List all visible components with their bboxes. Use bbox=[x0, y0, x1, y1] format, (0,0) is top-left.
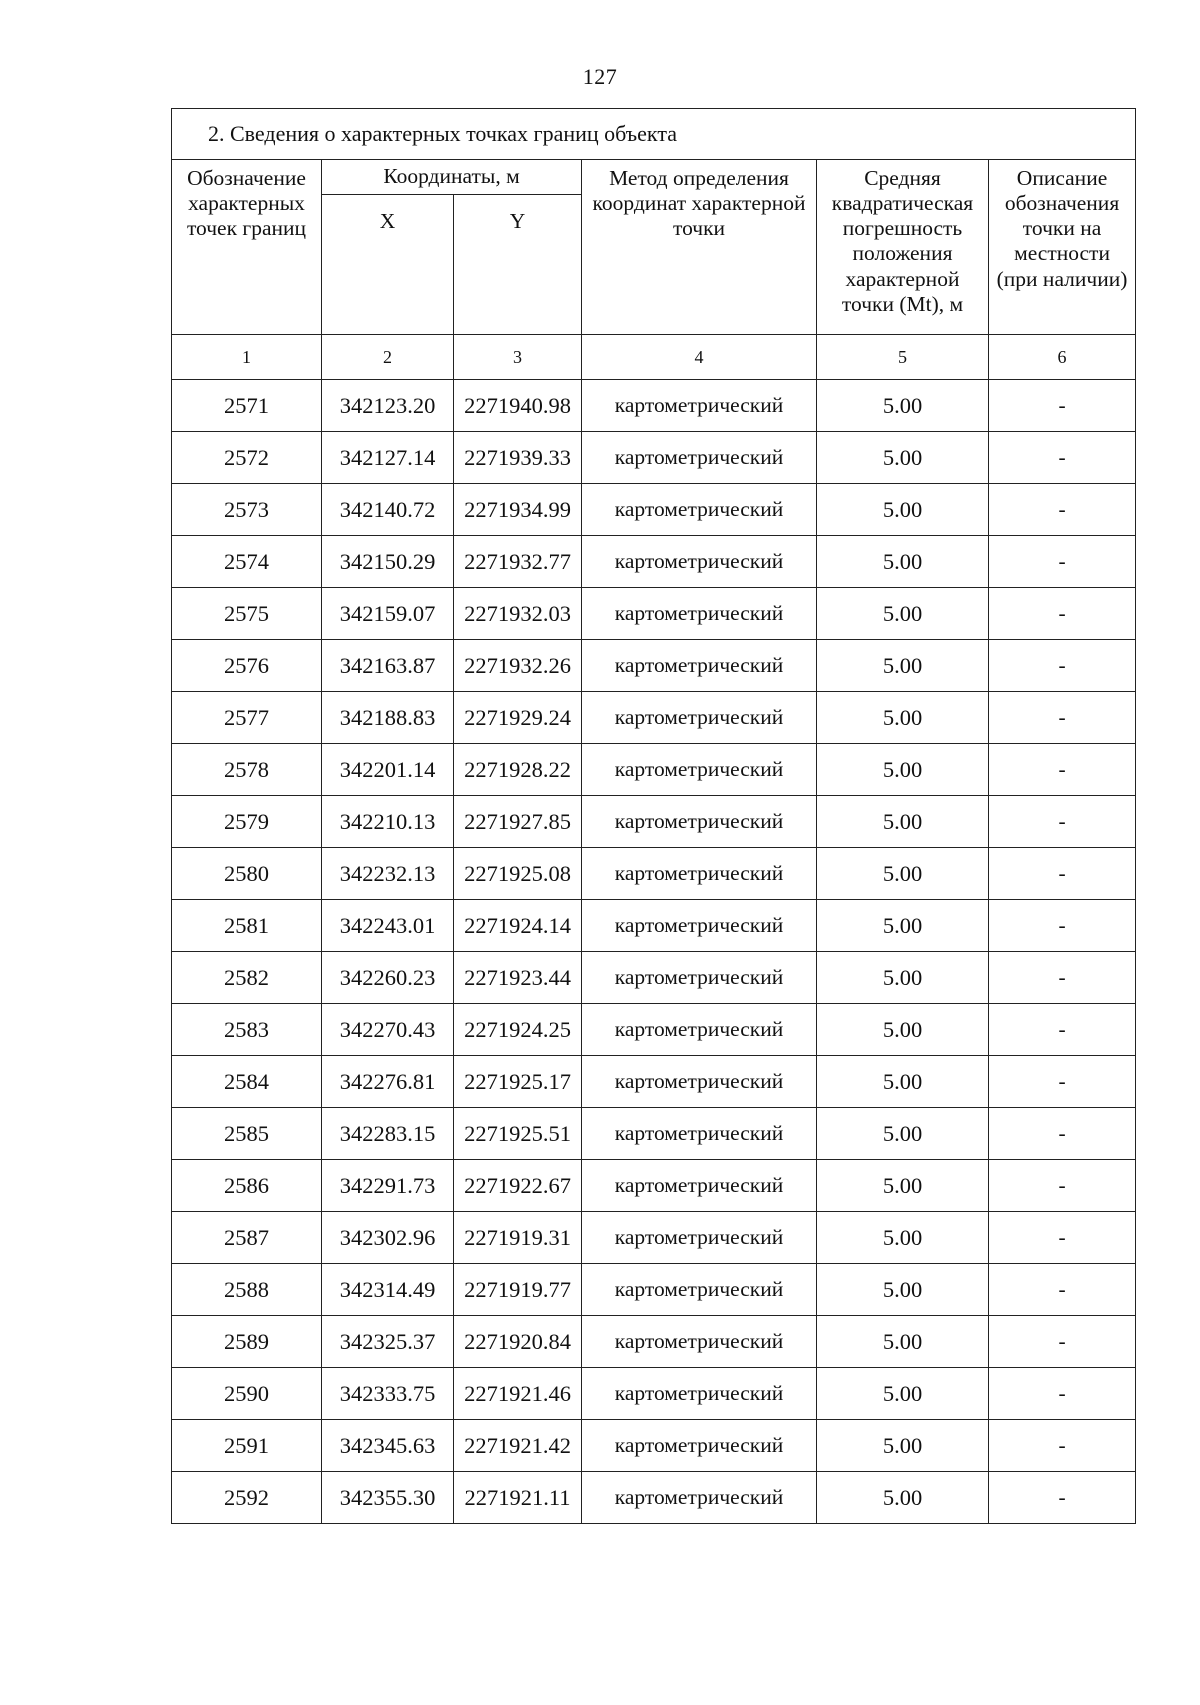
method-cell: картометрический bbox=[582, 1316, 817, 1368]
method-cell: картометрический bbox=[582, 380, 817, 432]
point-id-cell: 2591 bbox=[172, 1420, 322, 1472]
error-cell: 5.00 bbox=[817, 1368, 989, 1420]
header-row-1 bbox=[172, 160, 1136, 195]
boundary-points-table bbox=[171, 108, 1136, 1524]
y-coordinate-cell: 2271919.31 bbox=[454, 1212, 582, 1264]
error-cell: 5.00 bbox=[817, 848, 989, 900]
point-id-cell: 2578 bbox=[172, 744, 322, 796]
header-coordinates: Координаты, м bbox=[322, 160, 582, 195]
description-cell: - bbox=[989, 1472, 1136, 1524]
method-cell: картометрический bbox=[582, 484, 817, 536]
y-coordinate-cell: 2271919.77 bbox=[454, 1264, 582, 1316]
description-cell: - bbox=[989, 1264, 1136, 1316]
x-coordinate-cell: 342232.13 bbox=[322, 848, 454, 900]
point-id-cell: 2573 bbox=[172, 484, 322, 536]
x-coordinate-cell: 342314.49 bbox=[322, 1264, 454, 1316]
description-cell: - bbox=[989, 640, 1136, 692]
method-cell: картометрический bbox=[582, 848, 817, 900]
header-description: Описание обозначения точки на местности (при наличии) bbox=[989, 160, 1136, 335]
error-cell: 5.00 bbox=[817, 952, 989, 1004]
table-row bbox=[172, 432, 1136, 484]
table-row bbox=[172, 1472, 1136, 1524]
table-row bbox=[172, 1420, 1136, 1472]
description-cell: - bbox=[989, 744, 1136, 796]
method-cell: картометрический bbox=[582, 952, 817, 1004]
table-row bbox=[172, 1368, 1136, 1420]
y-coordinate-cell: 2271932.03 bbox=[454, 588, 582, 640]
y-coordinate-cell: 2271921.46 bbox=[454, 1368, 582, 1420]
method-cell: картометрический bbox=[582, 796, 817, 848]
x-coordinate-cell: 342150.29 bbox=[322, 536, 454, 588]
x-coordinate-cell: 342201.14 bbox=[322, 744, 454, 796]
method-cell: картометрический bbox=[582, 1212, 817, 1264]
point-id-cell: 2587 bbox=[172, 1212, 322, 1264]
table-row bbox=[172, 1264, 1136, 1316]
point-id-cell: 2572 bbox=[172, 432, 322, 484]
table-row bbox=[172, 1056, 1136, 1108]
description-cell: - bbox=[989, 1212, 1136, 1264]
table-row bbox=[172, 640, 1136, 692]
table-row bbox=[172, 952, 1136, 1004]
header-error: Средняя квадратическая погрешность положения характерной точки (Mt), м bbox=[817, 160, 989, 335]
y-coordinate-cell: 2271921.11 bbox=[454, 1472, 582, 1524]
y-coordinate-cell: 2271928.22 bbox=[454, 744, 582, 796]
x-coordinate-cell: 342283.15 bbox=[322, 1108, 454, 1160]
error-cell: 5.00 bbox=[817, 588, 989, 640]
description-cell: - bbox=[989, 484, 1136, 536]
table-row bbox=[172, 1160, 1136, 1212]
description-cell: - bbox=[989, 588, 1136, 640]
method-cell: картометрический bbox=[582, 432, 817, 484]
point-id-cell: 2586 bbox=[172, 1160, 322, 1212]
y-coordinate-cell: 2271927.85 bbox=[454, 796, 582, 848]
section-title: 2. Сведения о характерных точках границ объекта bbox=[172, 109, 1136, 160]
point-id-cell: 2575 bbox=[172, 588, 322, 640]
column-number: 3 bbox=[454, 335, 582, 380]
y-coordinate-cell: 2271922.67 bbox=[454, 1160, 582, 1212]
header-designation: Обозначение характерных точек границ bbox=[172, 160, 322, 335]
point-id-cell: 2585 bbox=[172, 1108, 322, 1160]
x-coordinate-cell: 342345.63 bbox=[322, 1420, 454, 1472]
x-coordinate-cell: 342243.01 bbox=[322, 900, 454, 952]
y-coordinate-cell: 2271934.99 bbox=[454, 484, 582, 536]
error-cell: 5.00 bbox=[817, 432, 989, 484]
error-cell: 5.00 bbox=[817, 900, 989, 952]
x-coordinate-cell: 342127.14 bbox=[322, 432, 454, 484]
y-coordinate-cell: 2271925.08 bbox=[454, 848, 582, 900]
y-coordinate-cell: 2271925.51 bbox=[454, 1108, 582, 1160]
y-coordinate-cell: 2271921.42 bbox=[454, 1420, 582, 1472]
page-number: 127 bbox=[582, 64, 618, 89]
description-cell: - bbox=[989, 536, 1136, 588]
method-cell: картометрический bbox=[582, 1472, 817, 1524]
table-row bbox=[172, 1108, 1136, 1160]
error-cell: 5.00 bbox=[817, 1108, 989, 1160]
point-id-cell: 2590 bbox=[172, 1368, 322, 1420]
point-id-cell: 2589 bbox=[172, 1316, 322, 1368]
error-cell: 5.00 bbox=[817, 1056, 989, 1108]
method-cell: картометрический bbox=[582, 1056, 817, 1108]
x-coordinate-cell: 342302.96 bbox=[322, 1212, 454, 1264]
description-cell: - bbox=[989, 900, 1136, 952]
x-coordinate-cell: 342291.73 bbox=[322, 1160, 454, 1212]
point-id-cell: 2571 bbox=[172, 380, 322, 432]
error-cell: 5.00 bbox=[817, 536, 989, 588]
point-id-cell: 2579 bbox=[172, 796, 322, 848]
error-cell: 5.00 bbox=[817, 484, 989, 536]
method-cell: картометрический bbox=[582, 1264, 817, 1316]
table-row bbox=[172, 1316, 1136, 1368]
error-cell: 5.00 bbox=[817, 1004, 989, 1056]
x-coordinate-cell: 342140.72 bbox=[322, 484, 454, 536]
description-cell: - bbox=[989, 796, 1136, 848]
error-cell: 5.00 bbox=[817, 1160, 989, 1212]
column-number: 2 bbox=[322, 335, 454, 380]
description-cell: - bbox=[989, 1368, 1136, 1420]
description-cell: - bbox=[989, 1056, 1136, 1108]
x-coordinate-cell: 342163.87 bbox=[322, 640, 454, 692]
table-row bbox=[172, 848, 1136, 900]
y-coordinate-cell: 2271924.14 bbox=[454, 900, 582, 952]
description-cell: - bbox=[989, 1420, 1136, 1472]
column-number: 1 bbox=[172, 335, 322, 380]
y-coordinate-cell: 2271932.77 bbox=[454, 536, 582, 588]
error-cell: 5.00 bbox=[817, 744, 989, 796]
method-cell: картометрический bbox=[582, 1160, 817, 1212]
method-cell: картометрический bbox=[582, 1004, 817, 1056]
x-coordinate-cell: 342333.75 bbox=[322, 1368, 454, 1420]
section-title-row bbox=[172, 109, 1136, 160]
table-row bbox=[172, 1004, 1136, 1056]
x-coordinate-cell: 342355.30 bbox=[322, 1472, 454, 1524]
error-cell: 5.00 bbox=[817, 1420, 989, 1472]
description-cell: - bbox=[989, 848, 1136, 900]
point-id-cell: 2577 bbox=[172, 692, 322, 744]
method-cell: картометрический bbox=[582, 900, 817, 952]
header-y: Y bbox=[454, 195, 582, 335]
header-x: X bbox=[322, 195, 454, 335]
y-coordinate-cell: 2271932.26 bbox=[454, 640, 582, 692]
y-coordinate-cell: 2271924.25 bbox=[454, 1004, 582, 1056]
error-cell: 5.00 bbox=[817, 1264, 989, 1316]
table-row bbox=[172, 692, 1136, 744]
x-coordinate-cell: 342325.37 bbox=[322, 1316, 454, 1368]
error-cell: 5.00 bbox=[817, 692, 989, 744]
x-coordinate-cell: 342188.83 bbox=[322, 692, 454, 744]
description-cell: - bbox=[989, 1160, 1136, 1212]
column-number-row bbox=[172, 335, 1136, 380]
x-coordinate-cell: 342260.23 bbox=[322, 952, 454, 1004]
table-row bbox=[172, 588, 1136, 640]
x-coordinate-cell: 342210.13 bbox=[322, 796, 454, 848]
method-cell: картометрический bbox=[582, 1420, 817, 1472]
method-cell: картометрический bbox=[582, 744, 817, 796]
point-id-cell: 2592 bbox=[172, 1472, 322, 1524]
table-row bbox=[172, 1212, 1136, 1264]
error-cell: 5.00 bbox=[817, 796, 989, 848]
y-coordinate-cell: 2271920.84 bbox=[454, 1316, 582, 1368]
y-coordinate-cell: 2271929.24 bbox=[454, 692, 582, 744]
error-cell: 5.00 bbox=[817, 1316, 989, 1368]
table-row bbox=[172, 536, 1136, 588]
column-number: 6 bbox=[989, 335, 1136, 380]
y-coordinate-cell: 2271940.98 bbox=[454, 380, 582, 432]
description-cell: - bbox=[989, 380, 1136, 432]
description-cell: - bbox=[989, 432, 1136, 484]
error-cell: 5.00 bbox=[817, 640, 989, 692]
description-cell: - bbox=[989, 1108, 1136, 1160]
x-coordinate-cell: 342159.07 bbox=[322, 588, 454, 640]
column-number: 5 bbox=[817, 335, 989, 380]
method-cell: картометрический bbox=[582, 536, 817, 588]
description-cell: - bbox=[989, 1004, 1136, 1056]
table-row bbox=[172, 380, 1136, 432]
point-id-cell: 2582 bbox=[172, 952, 322, 1004]
point-id-cell: 2583 bbox=[172, 1004, 322, 1056]
error-cell: 5.00 bbox=[817, 1472, 989, 1524]
point-id-cell: 2576 bbox=[172, 640, 322, 692]
table-row bbox=[172, 900, 1136, 952]
point-id-cell: 2581 bbox=[172, 900, 322, 952]
y-coordinate-cell: 2271923.44 bbox=[454, 952, 582, 1004]
y-coordinate-cell: 2271925.17 bbox=[454, 1056, 582, 1108]
column-number: 4 bbox=[582, 335, 817, 380]
y-coordinate-cell: 2271939.33 bbox=[454, 432, 582, 484]
x-coordinate-cell: 342276.81 bbox=[322, 1056, 454, 1108]
description-cell: - bbox=[989, 1316, 1136, 1368]
x-coordinate-cell: 342123.20 bbox=[322, 380, 454, 432]
table-row bbox=[172, 744, 1136, 796]
point-id-cell: 2588 bbox=[172, 1264, 322, 1316]
method-cell: картометрический bbox=[582, 1108, 817, 1160]
method-cell: картометрический bbox=[582, 1368, 817, 1420]
error-cell: 5.00 bbox=[817, 1212, 989, 1264]
method-cell: картометрический bbox=[582, 692, 817, 744]
x-coordinate-cell: 342270.43 bbox=[322, 1004, 454, 1056]
point-id-cell: 2574 bbox=[172, 536, 322, 588]
header-method: Метод определения координат характерной точки bbox=[582, 160, 817, 335]
description-cell: - bbox=[989, 692, 1136, 744]
table-row bbox=[172, 796, 1136, 848]
method-cell: картометрический bbox=[582, 588, 817, 640]
point-id-cell: 2584 bbox=[172, 1056, 322, 1108]
point-id-cell: 2580 bbox=[172, 848, 322, 900]
description-cell: - bbox=[989, 952, 1136, 1004]
error-cell: 5.00 bbox=[817, 380, 989, 432]
method-cell: картометрический bbox=[582, 640, 817, 692]
table-row bbox=[172, 484, 1136, 536]
